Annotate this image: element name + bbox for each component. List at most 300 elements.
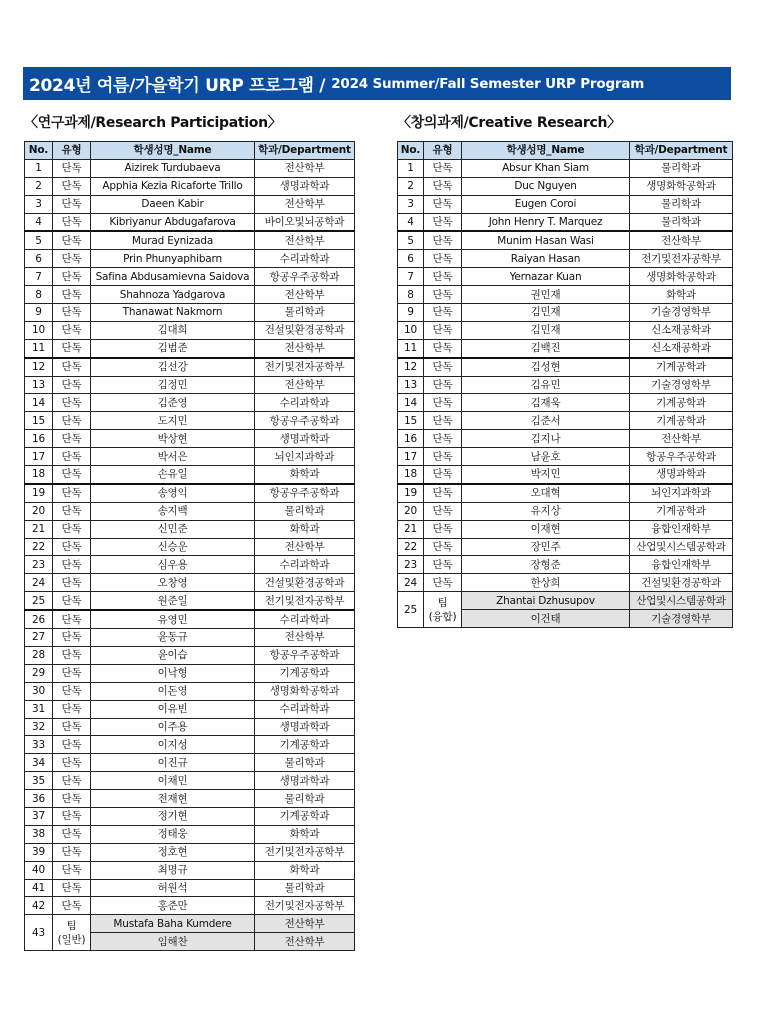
- student-name: 이유빈: [91, 700, 255, 718]
- student-name: 허원석: [91, 879, 255, 897]
- team-no: 43: [25, 915, 53, 951]
- department: 산업및시스템공학과: [630, 538, 733, 556]
- department: 기계공학과: [630, 412, 733, 430]
- header-row: [25, 142, 355, 160]
- student-name: 박상현: [91, 430, 255, 448]
- row-no: 25: [25, 592, 53, 610]
- table-row: [25, 268, 355, 286]
- student-name: 최명규: [91, 861, 255, 879]
- team-type: [424, 592, 462, 628]
- department: 기계공학과: [255, 807, 355, 825]
- student-name: 이진규: [91, 754, 255, 772]
- department: 전산학부: [255, 376, 355, 394]
- table-row: [398, 159, 733, 177]
- row-no: 31: [25, 700, 53, 718]
- row-type: 단독: [424, 412, 462, 430]
- row-type: 단독: [53, 861, 91, 879]
- header-department: 학과/Department: [255, 142, 355, 160]
- student-name: 도지민: [91, 412, 255, 430]
- department: 전산학부: [630, 430, 733, 448]
- department: 건설및환경공학과: [255, 574, 355, 592]
- table-row: [398, 430, 733, 448]
- student-name: 이채민: [91, 772, 255, 790]
- student-name: 정기현: [91, 807, 255, 825]
- department: 전산학부: [255, 231, 355, 249]
- department: 화학과: [255, 520, 355, 538]
- department: 전기및전자공학부: [255, 843, 355, 861]
- table-row: [25, 861, 355, 879]
- table-row: [25, 700, 355, 718]
- table-row: [25, 682, 355, 700]
- row-type: 단독: [424, 231, 462, 249]
- department: 전산학부: [255, 159, 355, 177]
- student-name: 김민재: [462, 321, 630, 339]
- row-no: 19: [25, 484, 53, 502]
- department: 화학과: [630, 286, 733, 304]
- student-name: 손유일: [91, 466, 255, 484]
- table-row: [25, 250, 355, 268]
- department: 기계공학과: [630, 502, 733, 520]
- department: 화학과: [255, 825, 355, 843]
- row-type: 단독: [424, 574, 462, 592]
- student-name: Thanawat Nakmorn: [91, 304, 255, 322]
- department: 생명과학과: [255, 718, 355, 736]
- row-type: 단독: [53, 574, 91, 592]
- header-type: 유형: [53, 142, 91, 160]
- student-name: Murad Eynizada: [91, 231, 255, 249]
- department: 전산학부: [255, 629, 355, 647]
- student-name: 이주용: [91, 718, 255, 736]
- department: 전산학부: [255, 538, 355, 556]
- row-no: 6: [398, 250, 424, 268]
- row-type: 단독: [424, 286, 462, 304]
- row-type: 단독: [424, 304, 462, 322]
- row-type: 단독: [53, 231, 91, 249]
- row-no: 22: [25, 538, 53, 556]
- department: 전산학부: [255, 286, 355, 304]
- table-row: [398, 466, 733, 484]
- department: 전기및전자공학부: [255, 358, 355, 376]
- department: 물리학과: [255, 754, 355, 772]
- department: 융합인재학부: [630, 556, 733, 574]
- header-row: [398, 142, 733, 160]
- banner-title-kr: 2024년 여름/가을학기 URP 프로그램 /: [29, 76, 326, 96]
- header-name: 학생성명_Name: [462, 142, 630, 160]
- team-subtype-label: (일반): [57, 933, 86, 946]
- table-row: [25, 358, 355, 376]
- row-no: 19: [398, 484, 424, 502]
- department: 융합인재학부: [630, 520, 733, 538]
- row-no: 9: [398, 304, 424, 322]
- table-row: [25, 448, 355, 466]
- row-type: 단독: [424, 376, 462, 394]
- row-type: 단독: [53, 807, 91, 825]
- row-no: 10: [398, 321, 424, 339]
- table-row: [398, 502, 733, 520]
- student-name: 김유민: [462, 376, 630, 394]
- student-name: 윤동규: [91, 629, 255, 647]
- table-row: [25, 394, 355, 412]
- table-row: [25, 538, 355, 556]
- table-row: [398, 231, 733, 249]
- row-type: 단독: [424, 358, 462, 376]
- department: 전기및전자공학부: [255, 897, 355, 915]
- department: 항공우주공학과: [255, 268, 355, 286]
- department: 생명과학과: [630, 466, 733, 484]
- department: 전산학부: [255, 933, 355, 951]
- row-type: 단독: [53, 195, 91, 213]
- row-no: 11: [398, 339, 424, 357]
- creative-section-title: 〈창의과제/Creative Research〉: [397, 115, 621, 131]
- row-type: 단독: [53, 556, 91, 574]
- row-no: 1: [25, 159, 53, 177]
- row-type: 단독: [53, 177, 91, 195]
- row-no: 16: [25, 430, 53, 448]
- row-no: 7: [398, 268, 424, 286]
- student-name: 김선강: [91, 358, 255, 376]
- student-name: 김백진: [462, 339, 630, 357]
- department: 전산학부: [255, 195, 355, 213]
- row-type: 단독: [424, 195, 462, 213]
- student-name: Kibriyanur Abdugafarova: [91, 213, 255, 231]
- department: 수리과학과: [255, 556, 355, 574]
- student-name: 한상희: [462, 574, 630, 592]
- table-row: [25, 897, 355, 915]
- row-type: 단독: [53, 466, 91, 484]
- row-type: 단독: [53, 358, 91, 376]
- row-type: 단독: [53, 304, 91, 322]
- row-no: 30: [25, 682, 53, 700]
- row-no: 10: [25, 321, 53, 339]
- student-name: 유영민: [91, 610, 255, 628]
- table-row: [25, 195, 355, 213]
- table-row: [25, 772, 355, 790]
- row-type: 단독: [53, 268, 91, 286]
- student-name: 신승운: [91, 538, 255, 556]
- row-type: 단독: [53, 538, 91, 556]
- table-row: [25, 177, 355, 195]
- student-name: 전재현: [91, 790, 255, 808]
- student-name: Shahnoza Yadgarova: [91, 286, 255, 304]
- row-no: 4: [25, 213, 53, 231]
- team-row: [25, 915, 355, 933]
- table-row: [25, 574, 355, 592]
- row-no: 3: [25, 195, 53, 213]
- student-name: 김대희: [91, 321, 255, 339]
- row-no: 17: [25, 448, 53, 466]
- row-type: 단독: [424, 502, 462, 520]
- department: 물리학과: [630, 213, 733, 231]
- header-name: 학생성명_Name: [91, 142, 255, 160]
- department: 기계공학과: [630, 358, 733, 376]
- table-row: [25, 879, 355, 897]
- department: 뇌인지과학과: [630, 484, 733, 502]
- student-name: 김민재: [462, 304, 630, 322]
- row-type: 단독: [53, 448, 91, 466]
- student-name: 윤이습: [91, 646, 255, 664]
- department: 신소재공학과: [630, 321, 733, 339]
- department: 화학과: [255, 466, 355, 484]
- student-name: 신민준: [91, 520, 255, 538]
- table-row: [25, 664, 355, 682]
- row-no: 23: [25, 556, 53, 574]
- table-row: [398, 538, 733, 556]
- team-subtype-label: (융합): [428, 610, 457, 623]
- department: 생명과학과: [255, 430, 355, 448]
- table-row: [398, 520, 733, 538]
- row-no: 11: [25, 339, 53, 357]
- row-type: 단독: [53, 159, 91, 177]
- department: 생명화학공학과: [255, 682, 355, 700]
- department: 기계공학과: [255, 664, 355, 682]
- row-type: 단독: [53, 682, 91, 700]
- table-row: [25, 213, 355, 231]
- row-no: 32: [25, 718, 53, 736]
- table-row: [398, 394, 733, 412]
- header-no: No.: [398, 142, 424, 160]
- student-name: Yernazar Kuan: [462, 268, 630, 286]
- student-name: Apphia Kezia Ricaforte Trillo: [91, 177, 255, 195]
- table-row: [25, 412, 355, 430]
- row-type: 단독: [424, 466, 462, 484]
- student-name: Prin Phunyaphibarn: [91, 250, 255, 268]
- page-banner: [23, 67, 731, 100]
- student-name: Munim Hasan Wasi: [462, 231, 630, 249]
- table-row: [398, 484, 733, 502]
- row-type: 단독: [53, 321, 91, 339]
- table-row: [398, 358, 733, 376]
- row-no: 33: [25, 736, 53, 754]
- row-type: 단독: [424, 339, 462, 357]
- department: 전산학부: [630, 231, 733, 249]
- row-type: 단독: [424, 250, 462, 268]
- row-type: 단독: [53, 592, 91, 610]
- student-name: John Henry T. Marquez: [462, 213, 630, 231]
- department: 물리학과: [255, 304, 355, 322]
- department: 전산학부: [255, 915, 355, 933]
- student-name: 김준서: [462, 412, 630, 430]
- table-row: [25, 339, 355, 357]
- row-type: 단독: [53, 772, 91, 790]
- row-no: 12: [398, 358, 424, 376]
- student-name: 홍준만: [91, 897, 255, 915]
- row-no: 36: [25, 790, 53, 808]
- row-no: 6: [25, 250, 53, 268]
- student-name: 이낙형: [91, 664, 255, 682]
- row-no: 23: [398, 556, 424, 574]
- student-name: Duc Nguyen: [462, 177, 630, 195]
- department: 수리과학과: [255, 250, 355, 268]
- table-row: [398, 195, 733, 213]
- row-no: 2: [398, 177, 424, 195]
- row-no: 20: [25, 502, 53, 520]
- row-type: 단독: [424, 484, 462, 502]
- student-name: 이재현: [462, 520, 630, 538]
- row-type: 단독: [53, 502, 91, 520]
- department: 기계공학과: [255, 736, 355, 754]
- student-name: 장형준: [462, 556, 630, 574]
- table-row: [398, 556, 733, 574]
- row-no: 26: [25, 610, 53, 628]
- student-name: 김범준: [91, 339, 255, 357]
- row-no: 4: [398, 213, 424, 231]
- row-type: 단독: [53, 718, 91, 736]
- department: 생명화학공학과: [630, 177, 733, 195]
- table-row: [25, 321, 355, 339]
- table-row: [25, 304, 355, 322]
- row-type: 단독: [424, 448, 462, 466]
- student-name: 유지상: [462, 502, 630, 520]
- student-name: 이지성: [91, 736, 255, 754]
- row-no: 5: [25, 231, 53, 249]
- row-type: 단독: [424, 213, 462, 231]
- table-row: [25, 629, 355, 647]
- table-row: [25, 790, 355, 808]
- row-no: 18: [25, 466, 53, 484]
- table-row: [25, 466, 355, 484]
- student-name: 박서은: [91, 448, 255, 466]
- table-row: [25, 286, 355, 304]
- row-no: 42: [25, 897, 53, 915]
- row-no: 1: [398, 159, 424, 177]
- header-no: No.: [25, 142, 53, 160]
- department: 전기및전자공학부: [630, 250, 733, 268]
- department: 신소재공학과: [630, 339, 733, 357]
- department: 바이오및뇌공학과: [255, 213, 355, 231]
- department: 산업및시스템공학과: [630, 592, 733, 610]
- row-type: 단독: [53, 430, 91, 448]
- department: 항공우주공학과: [255, 412, 355, 430]
- research-table: [24, 141, 355, 951]
- row-no: 7: [25, 268, 53, 286]
- department: 기계공학과: [630, 394, 733, 412]
- row-type: 단독: [53, 610, 91, 628]
- row-no: 41: [25, 879, 53, 897]
- row-type: 단독: [53, 520, 91, 538]
- row-type: 단독: [53, 376, 91, 394]
- student-name: 김정민: [91, 376, 255, 394]
- department: 생명화학공학과: [630, 268, 733, 286]
- student-name: Safina Abdusamievna Saidova: [91, 268, 255, 286]
- row-type: 단독: [53, 736, 91, 754]
- table-row: [398, 321, 733, 339]
- row-no: 8: [25, 286, 53, 304]
- table-row: [25, 736, 355, 754]
- creative-table: [397, 141, 733, 628]
- student-name: 원준일: [91, 592, 255, 610]
- table-row: [398, 304, 733, 322]
- student-name: Raiyan Hasan: [462, 250, 630, 268]
- student-name: 이돈영: [91, 682, 255, 700]
- department: 건설및환경공학과: [630, 574, 733, 592]
- department: 생명과학과: [255, 177, 355, 195]
- row-type: 단독: [53, 754, 91, 772]
- table-row: [398, 339, 733, 357]
- row-type: 단독: [53, 484, 91, 502]
- table-row: [25, 610, 355, 628]
- row-type: 단독: [424, 268, 462, 286]
- row-no: 14: [25, 394, 53, 412]
- student-name: 송영익: [91, 484, 255, 502]
- row-type: 단독: [53, 897, 91, 915]
- table-row: [398, 250, 733, 268]
- student-name: 오대혁: [462, 484, 630, 502]
- department: 항공우주공학과: [630, 448, 733, 466]
- row-no: 38: [25, 825, 53, 843]
- department: 항공우주공학과: [255, 484, 355, 502]
- department: 건설및환경공학과: [255, 321, 355, 339]
- student-name: 이건태: [462, 610, 630, 628]
- table-row: [25, 520, 355, 538]
- table-row: [398, 574, 733, 592]
- row-no: 5: [398, 231, 424, 249]
- row-no: 14: [398, 394, 424, 412]
- row-no: 22: [398, 538, 424, 556]
- header-department: 학과/Department: [630, 142, 733, 160]
- row-type: 단독: [424, 159, 462, 177]
- department: 물리학과: [255, 879, 355, 897]
- table-row: [25, 556, 355, 574]
- department: 기술경영학부: [630, 610, 733, 628]
- table-row: [25, 646, 355, 664]
- student-name: Mustafa Baha Kumdere: [91, 915, 255, 933]
- row-no: 12: [25, 358, 53, 376]
- row-type: 단독: [53, 286, 91, 304]
- student-name: 권민재: [462, 286, 630, 304]
- row-no: 9: [25, 304, 53, 322]
- department: 물리학과: [255, 502, 355, 520]
- student-name: Aizirek Turdubaeva: [91, 159, 255, 177]
- student-name: Absur Khan Siam: [462, 159, 630, 177]
- student-name: 정태웅: [91, 825, 255, 843]
- row-type: 단독: [424, 394, 462, 412]
- table-row: [25, 754, 355, 772]
- row-no: 40: [25, 861, 53, 879]
- table-row: [25, 718, 355, 736]
- row-type: 단독: [424, 520, 462, 538]
- row-no: 2: [25, 177, 53, 195]
- table-row: [25, 807, 355, 825]
- header-type: 유형: [424, 142, 462, 160]
- team-no: 25: [398, 592, 424, 628]
- row-type: 단독: [53, 664, 91, 682]
- table-row: [398, 286, 733, 304]
- row-no: 3: [398, 195, 424, 213]
- student-name: 임해찬: [91, 933, 255, 951]
- student-name: 정호현: [91, 843, 255, 861]
- row-type: 단독: [53, 790, 91, 808]
- row-no: 39: [25, 843, 53, 861]
- row-type: 단독: [424, 430, 462, 448]
- row-no: 20: [398, 502, 424, 520]
- department: 전산학부: [255, 339, 355, 357]
- row-type: 단독: [424, 177, 462, 195]
- table-row: [25, 159, 355, 177]
- row-no: 24: [398, 574, 424, 592]
- student-name: 김지나: [462, 430, 630, 448]
- row-no: 34: [25, 754, 53, 772]
- table-row: [25, 825, 355, 843]
- department: 화학과: [255, 861, 355, 879]
- student-name: 심우용: [91, 556, 255, 574]
- row-no: 18: [398, 466, 424, 484]
- department: 뇌인지과학과: [255, 448, 355, 466]
- student-name: 박지민: [462, 466, 630, 484]
- department: 물리학과: [630, 195, 733, 213]
- row-type: 단독: [53, 843, 91, 861]
- row-type: 단독: [53, 394, 91, 412]
- table-row: [398, 213, 733, 231]
